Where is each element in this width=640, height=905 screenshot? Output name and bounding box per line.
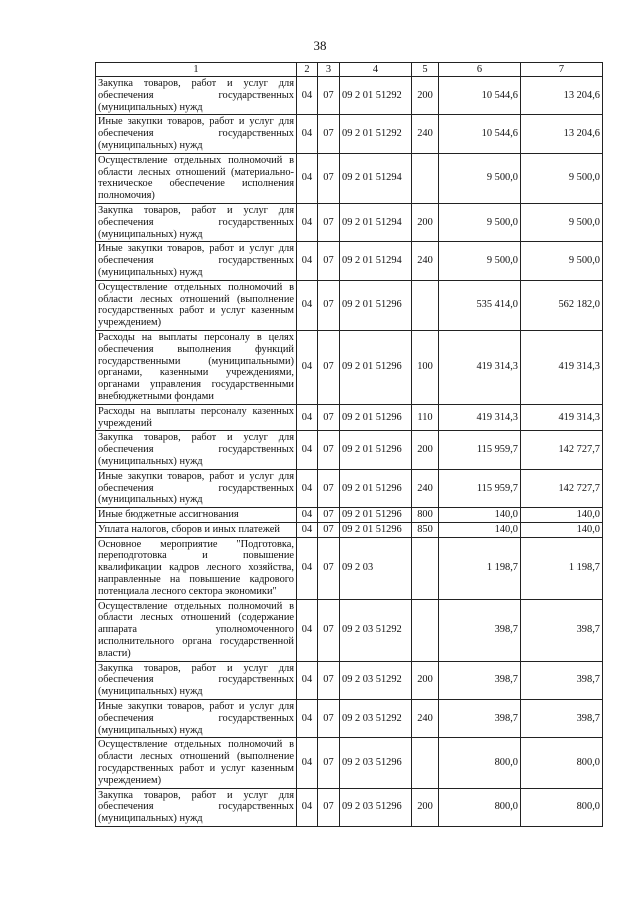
row-name-cell: Иные бюджетные ассигнования <box>96 508 297 523</box>
row-expense-type-cell: 240 <box>412 700 439 738</box>
row-subsection-cell: 07 <box>318 661 340 699</box>
table-row <box>96 280 603 330</box>
row-expense-type-cell: 200 <box>412 661 439 699</box>
row-amount-2-cell: 142 727,7 <box>521 469 603 507</box>
row-amount-2-cell: 140,0 <box>521 522 603 537</box>
row-target-code-cell: 09 2 03 <box>340 537 412 599</box>
row-section-cell: 04 <box>297 330 318 404</box>
row-expense-type-cell: 240 <box>412 115 439 153</box>
header-cell: 4 <box>340 63 412 77</box>
row-section-cell: 04 <box>297 242 318 280</box>
row-subsection-cell: 07 <box>318 242 340 280</box>
row-section-cell: 04 <box>297 404 318 431</box>
row-subsection-cell: 07 <box>318 788 340 826</box>
row-name-cell: Иные закупки товаров, работ и услуг для обеспечения государственных (муниципальных) нужд <box>96 700 297 738</box>
header-cell: 7 <box>521 63 603 77</box>
row-name-cell: Иные закупки товаров, работ и услуг для обеспечения государственных (муниципальных) нужд <box>96 115 297 153</box>
row-amount-1-cell: 115 959,7 <box>439 431 521 469</box>
row-expense-type-cell: 240 <box>412 242 439 280</box>
table-row <box>96 115 603 153</box>
row-subsection-cell: 07 <box>318 404 340 431</box>
row-subsection-cell: 07 <box>318 537 340 599</box>
row-section-cell: 04 <box>297 738 318 788</box>
row-target-code-cell: 09 2 01 51296 <box>340 469 412 507</box>
row-section-cell: 04 <box>297 431 318 469</box>
row-amount-1-cell: 9 500,0 <box>439 242 521 280</box>
row-name-cell: Уплата налогов, сборов и иных платежей <box>96 522 297 537</box>
row-expense-type-cell <box>412 537 439 599</box>
row-amount-1-cell: 115 959,7 <box>439 469 521 507</box>
row-subsection-cell: 07 <box>318 203 340 241</box>
table-row <box>96 431 603 469</box>
table-row <box>96 153 603 203</box>
row-amount-2-cell: 398,7 <box>521 599 603 661</box>
row-target-code-cell: 09 2 01 51294 <box>340 242 412 280</box>
row-expense-type-cell: 100 <box>412 330 439 404</box>
row-subsection-cell: 07 <box>318 330 340 404</box>
row-section-cell: 04 <box>297 203 318 241</box>
row-section-cell: 04 <box>297 115 318 153</box>
page-number: 38 <box>313 38 327 53</box>
row-section-cell: 04 <box>297 77 318 115</box>
row-name-cell: Иные закупки товаров, работ и услуг для обеспечения государственных (муниципальных) нужд <box>96 242 297 280</box>
row-amount-2-cell: 419 314,3 <box>521 404 603 431</box>
row-amount-2-cell: 398,7 <box>521 700 603 738</box>
row-subsection-cell: 07 <box>318 522 340 537</box>
row-expense-type-cell: 850 <box>412 522 439 537</box>
row-target-code-cell: 09 2 01 51296 <box>340 508 412 523</box>
row-subsection-cell: 07 <box>318 431 340 469</box>
table-row <box>96 599 603 661</box>
table-header-row <box>96 63 603 77</box>
row-name-cell: Закупка товаров, работ и услуг для обеспечения государственных (муниципальных) нужд <box>96 661 297 699</box>
row-amount-2-cell: 9 500,0 <box>521 242 603 280</box>
table-row <box>96 77 603 115</box>
row-amount-2-cell: 9 500,0 <box>521 203 603 241</box>
row-section-cell: 04 <box>297 522 318 537</box>
header-cell: 6 <box>439 63 521 77</box>
header-cell: 1 <box>96 63 297 77</box>
row-expense-type-cell: 110 <box>412 404 439 431</box>
row-subsection-cell: 07 <box>318 599 340 661</box>
row-subsection-cell: 07 <box>318 700 340 738</box>
row-amount-1-cell: 398,7 <box>439 661 521 699</box>
row-target-code-cell: 09 2 01 51296 <box>340 404 412 431</box>
row-target-code-cell: 09 2 01 51296 <box>340 330 412 404</box>
row-amount-2-cell: 419 314,3 <box>521 330 603 404</box>
row-subsection-cell: 07 <box>318 469 340 507</box>
row-section-cell: 04 <box>297 788 318 826</box>
row-name-cell: Основное мероприятие "Подготовка, переподготовка и повышение квалификации кадров лесного хозяйства, направленные на повышение кадрового потенциала лесного сектора экономики" <box>96 537 297 599</box>
row-expense-type-cell: 240 <box>412 469 439 507</box>
row-subsection-cell: 07 <box>318 77 340 115</box>
row-name-cell: Осуществление отдельных полномочий в области лесных отношений (выполнение государственных работ и услуг казенным учреждением) <box>96 738 297 788</box>
row-name-cell: Закупка товаров, работ и услуг для обеспечения государственных (муниципальных) нужд <box>96 77 297 115</box>
row-expense-type-cell: 200 <box>412 77 439 115</box>
row-target-code-cell: 09 2 01 51296 <box>340 280 412 330</box>
row-amount-2-cell: 800,0 <box>521 788 603 826</box>
table-row <box>96 330 603 404</box>
row-amount-1-cell: 9 500,0 <box>439 153 521 203</box>
row-amount-1-cell: 800,0 <box>439 738 521 788</box>
row-amount-1-cell: 140,0 <box>439 522 521 537</box>
row-target-code-cell: 09 2 01 51292 <box>340 77 412 115</box>
row-amount-1-cell: 398,7 <box>439 599 521 661</box>
table-row <box>96 788 603 826</box>
row-amount-1-cell: 10 544,6 <box>439 77 521 115</box>
header-cell: 3 <box>318 63 340 77</box>
row-name-cell: Осуществление отдельных полномочий в области лесных отношений (содержание аппарата уполномоченного исполнительного органа государственной власти) <box>96 599 297 661</box>
row-expense-type-cell: 200 <box>412 788 439 826</box>
row-name-cell: Осуществление отдельных полномочий в области лесных отношений (выполнение государственных работ и услуг казенным учреждением) <box>96 280 297 330</box>
table-row <box>96 469 603 507</box>
row-subsection-cell: 07 <box>318 280 340 330</box>
row-amount-2-cell: 13 204,6 <box>521 77 603 115</box>
table-row <box>96 537 603 599</box>
row-amount-2-cell: 398,7 <box>521 661 603 699</box>
row-expense-type-cell <box>412 599 439 661</box>
row-section-cell: 04 <box>297 280 318 330</box>
row-section-cell: 04 <box>297 537 318 599</box>
row-name-cell: Закупка товаров, работ и услуг для обеспечения государственных (муниципальных) нужд <box>96 788 297 826</box>
row-section-cell: 04 <box>297 153 318 203</box>
row-target-code-cell: 09 2 01 51296 <box>340 522 412 537</box>
table-row <box>96 508 603 523</box>
row-amount-1-cell: 10 544,6 <box>439 115 521 153</box>
row-amount-1-cell: 419 314,3 <box>439 404 521 431</box>
row-amount-2-cell: 1 198,7 <box>521 537 603 599</box>
row-section-cell: 04 <box>297 508 318 523</box>
table-row <box>96 404 603 431</box>
row-target-code-cell: 09 2 03 51296 <box>340 738 412 788</box>
row-target-code-cell: 09 2 01 51292 <box>340 115 412 153</box>
row-amount-1-cell: 398,7 <box>439 700 521 738</box>
row-name-cell: Расходы на выплаты персоналу казенных учреждений <box>96 404 297 431</box>
header-cell: 5 <box>412 63 439 77</box>
row-name-cell: Осуществление отдельных полномочий в области лесных отношений (материально-техническое обеспечение исполнения полномочия) <box>96 153 297 203</box>
row-section-cell: 04 <box>297 700 318 738</box>
row-amount-2-cell: 9 500,0 <box>521 153 603 203</box>
row-expense-type-cell: 800 <box>412 508 439 523</box>
row-name-cell: Иные закупки товаров, работ и услуг для обеспечения государственных (муниципальных) нужд <box>96 469 297 507</box>
row-amount-1-cell: 9 500,0 <box>439 203 521 241</box>
row-amount-2-cell: 142 727,7 <box>521 431 603 469</box>
row-target-code-cell: 09 2 03 51296 <box>340 788 412 826</box>
row-target-code-cell: 09 2 03 51292 <box>340 661 412 699</box>
row-target-code-cell: 09 2 01 51294 <box>340 153 412 203</box>
table-row <box>96 661 603 699</box>
row-amount-1-cell: 140,0 <box>439 508 521 523</box>
row-subsection-cell: 07 <box>318 153 340 203</box>
row-amount-2-cell: 140,0 <box>521 508 603 523</box>
row-target-code-cell: 09 2 03 51292 <box>340 599 412 661</box>
row-expense-type-cell <box>412 738 439 788</box>
table-row <box>96 700 603 738</box>
row-target-code-cell: 09 2 03 51292 <box>340 700 412 738</box>
row-target-code-cell: 09 2 01 51294 <box>340 203 412 241</box>
header-cell: 2 <box>297 63 318 77</box>
row-name-cell: Закупка товаров, работ и услуг для обеспечения государственных (муниципальных) нужд <box>96 431 297 469</box>
row-section-cell: 04 <box>297 469 318 507</box>
row-name-cell: Расходы на выплаты персоналу в целях обеспечения выполнения функций государственными (муниципальными) органами, казенными учреждениями, органами управления государственными внебюджетными фондами <box>96 330 297 404</box>
table-row <box>96 203 603 241</box>
row-amount-1-cell: 1 198,7 <box>439 537 521 599</box>
row-amount-1-cell: 535 414,0 <box>439 280 521 330</box>
row-amount-2-cell: 562 182,0 <box>521 280 603 330</box>
row-amount-2-cell: 13 204,6 <box>521 115 603 153</box>
row-subsection-cell: 07 <box>318 115 340 153</box>
row-expense-type-cell <box>412 153 439 203</box>
row-target-code-cell: 09 2 01 51296 <box>340 431 412 469</box>
budget-table <box>95 62 603 827</box>
row-section-cell: 04 <box>297 599 318 661</box>
row-section-cell: 04 <box>297 661 318 699</box>
row-subsection-cell: 07 <box>318 738 340 788</box>
table-row <box>96 242 603 280</box>
row-amount-1-cell: 419 314,3 <box>439 330 521 404</box>
row-expense-type-cell <box>412 280 439 330</box>
row-amount-1-cell: 800,0 <box>439 788 521 826</box>
table-row <box>96 522 603 537</box>
row-expense-type-cell: 200 <box>412 431 439 469</box>
row-amount-2-cell: 800,0 <box>521 738 603 788</box>
row-name-cell: Закупка товаров, работ и услуг для обеспечения государственных (муниципальных) нужд <box>96 203 297 241</box>
row-subsection-cell: 07 <box>318 508 340 523</box>
table-row <box>96 738 603 788</box>
row-expense-type-cell: 200 <box>412 203 439 241</box>
